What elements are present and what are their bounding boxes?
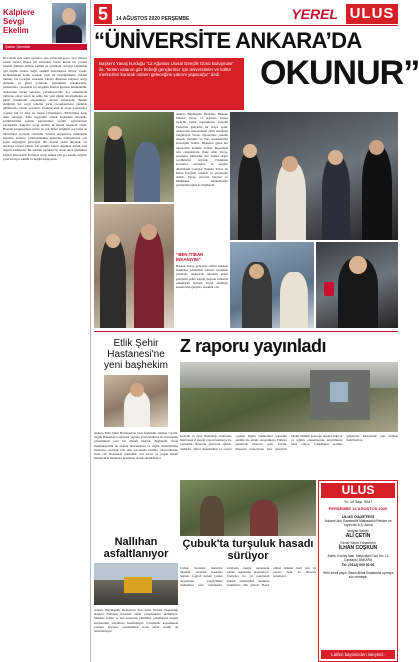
- section-rule: [94, 331, 398, 332]
- imprint-editor-label: Genel Yayın Yönetmeni: [340, 541, 376, 545]
- zreport-title: Z raporu yayınladı: [180, 336, 327, 356]
- pickle-headline-box: [180, 538, 316, 564]
- caption-title: “BEN İTİBAR İNSANIYIM”: [176, 252, 204, 262]
- lead-photo-4: [230, 242, 314, 328]
- road-title: [94, 536, 178, 560]
- zreport-photo: [180, 362, 398, 432]
- imprint-address: Adres: Kızılay Mah. Meşrutiyet Cad. No: 12 Çankaya / ANKARA: [327, 554, 389, 562]
- hospital-photo: [104, 375, 168, 427]
- road-photo: [94, 563, 178, 605]
- hospital-title: [94, 338, 178, 371]
- road-title-line: asfaltlanıyor: [103, 548, 169, 560]
- imprint-editor-name: İLHAN COŞKUN: [338, 545, 378, 551]
- headline-line-1: “ÜNİVERSİTE ANKARA’DA: [94, 28, 362, 53]
- zreport-headline-box: [180, 334, 398, 360]
- column-title-line: Kalplere: [3, 8, 35, 17]
- lead-photo-2: [230, 112, 398, 240]
- opinion-column: [2, 0, 88, 662]
- pickle-photo: [180, 480, 316, 536]
- issue-date: 14 AĞUSTOS 2020 PERŞEMBE: [116, 16, 190, 22]
- column-divider: [90, 0, 91, 662]
- lead-body: Ankara Büyükşehir Belediye Başkanı Mansur Yavaş, 12 Ağustos Ulusal Gençlik Günü kapsamında Gençlik Parkı'nda gençlerle bir araya geldi. Ankara'nın üniversiteler şehri olduğunu vurgulayan Yavaş, öğrencilere yönelik ulaşım, barınma ve burs desteklerinin süreceğini belirtti. Başkent'e gelen her öğrencinin kendini evinde hissetmesi için çalıştıklarını ifade eden Yavaş, gençlerin fikirlerine her zaman değer verdiklerini söyledi. Etkinlikte konserler, söyleşiler ve sergiler düzenlendi. Gençler Başkan Yavaş ile hatıra fotoğrafı çektirdi ve projelerini anlattı. Yavaş, ücretsiz internet ve kütüphane hizmetlerinin genişletileceğini de müjdeledi.: [176, 112, 228, 188]
- imprint-footer: Lütfen bayiinizden isteyiniz.: [321, 650, 395, 659]
- lead-spot: [94, 58, 244, 110]
- headline-line-2: OKUNUR”: [260, 54, 419, 92]
- imprint-issue: Yıl: 14 Sayı: 5047: [343, 500, 373, 504]
- imprint-logo: ULUS: [321, 483, 395, 498]
- road-text: Ankara Büyükşehir Belediyesi Fen İşleri Dairesi Başkanlığı ekipleri Nallıhan ilçesinde asfalt çalışmalarını sürdürüyor. Mahalle yolları ve ana arterlerde yürütülen çalışmalarla ulaşım konforunun artırılması hedefleniyor. Çalışmalar kapsamında yolların altyapısı yenilenirken sıcak asfalt serimi de tamamlanıyor.: [94, 608, 178, 634]
- lead-photo-3: [94, 204, 174, 328]
- page-number: 5: [94, 4, 112, 24]
- hospital-title-line: yeni başhekim: [104, 360, 168, 371]
- author-photo: [52, 3, 86, 43]
- pickle-title: Çubuk'ta turşuluk hasadı sürüyor: [182, 538, 314, 562]
- imprint-date: PERŞEMBE 14 AĞUSTOS 2020: [328, 506, 388, 511]
- column-title-line: Ekelim: [3, 26, 29, 35]
- imprint-owner-name-label: İmtiyaz Sahibi: [347, 529, 369, 533]
- pickle-text: Çubuk ilçesinde üreticiler turşuluk salatalık hasadına başladı. Coğrafi işaretli Çubuk turşusunun vazgeçilmez malzemesi olan salatalıklar, tarlalarda özenle toplanarak işleme tesislerine ulaştırılıyor. Üreticiler bu yıl rekoltenin yüksek olmasından memnun olduklarını dile getirdi. Hasat edilen ürünler hem yurt içi pazara hem de ihracata sunuluyor.: [180, 566, 316, 587]
- imprint-box: [318, 480, 398, 662]
- lead-photo-1: [94, 112, 174, 202]
- hospital-text: Ankara Etlik Şehir Hastanesi'ne yeni başhekim ataması yapıldı. Sağlık Bakanlığı tarafından yapılan görevlendirme ile hastanenin yönetiminde yeni bir dönem başladı. Başhekim, hasta memnuniyetini ön planda tutacaklarını ve sağlık hizmetlerinin kalitesini artırmak için tüm personelle birlikte çalışacaklarını ifade etti. Hastanede poliklinik, acil servis ve yoğun bakım ünitelerinde hizmetler kesintisiz olarak sürdürülüyor.: [94, 431, 178, 461]
- road-title-line: Nallıhan: [114, 536, 158, 548]
- zreport-text: Gençlik ve Spor Bakanlığı tarafından hazırlanan Z kuşağı raporu kamuoyu ile paylaşıldı. Raporda gençlerin eğitim, istihdam, dijital alışkanlıklar ve sosyal yaşama ilişkin beklentileri kapsamlı şekilde ele alındı. Araştırmaya Türkiye genelinde binlerce genç katıldı. Raporun sonuçlarına göre gençlerin büyük bölümü geleceğe umutla bakıyor ve eğitim olanaklarının artırılmasını talep ediyor. Çalışmanın politika geliştirme süreçlerine ışık tutması hedefleniyor.: [180, 434, 398, 451]
- masthead-rule: [94, 25, 398, 26]
- imprint-owner-sub: Ankara Ulus Gazetecilik Matbaacılık Reklam ve Yayıncılık A.Ş. Adına: [324, 519, 392, 527]
- section-title: YEREL: [291, 6, 338, 22]
- imprint-phone: Tel: (0312) 000 00 00: [341, 563, 375, 567]
- hospital-story: [94, 334, 178, 534]
- lead-spot-text: Başkent Yavaş kurduğu “12 Ağustos Ulusal Gençlik Günü Buluşması” ile, “Bütün vatanın göz bebeği gençlerimiz için üniversiteler ve kültür merkezleri kurarak onların geleceğine yatırım yapacağız” dedi.: [99, 61, 234, 78]
- imprint-note: Yerel süreli yayın. Basın Ahlak Esaslarına uymaya söz vermiştir.: [322, 571, 394, 579]
- column-text: Her sabah aynı saatte uyanırız, aynı yollardan geçer, aynı yüzlere selam veririz. Bazen bir tebessüm, bazen küçük bir yardım insanın günüyle birlikte kalbini de aydınlatır. Sevgiyi büyütmek için büyük sözlere değil, samimi davranışlara ihtiyaç vardır. Komşumuzun halini sormak, yaşlı bir büyüğümüzün elinden tutmak, bir çocuğun sorusunu sabırla dinlemek kalplere sevgi ekmenin en güzel yollarıdır. Şehrimizin sokaklarında, parklarında, çarşısında bu sevginin izlerini görmek mümkündür. Ankara'nın insanı vefalıdır, yardımseverdir. Zor zamanlarda birbirine omuz veren bu şehir, her yeni günde dayanışmanın en güzel örneklerini sergilemeye devam etmektedir. Bugün ektiğimiz her sevgi tohumu yarın çocuklarımızın yüzünde gülümseme olarak açacaktır. Unutmayalım ki sevgi paylaştıkça çoğalır; kin ve öfke ise insanı yalnızlaştırır. Birbirimize karşı daha anlayışlı, daha hoşgörülü olmak hepimizin elindedir. Gönüllerimizi açalım, kapılarımızı açalım, sofralarımızı paylaşalım. Kalplere sevgi ekelim ki hasadı bereketli olsun. Hayatın koşuşturması içinde en çok ihmal ettiğimiz şey belki de birbirimize ayıracak zamandır. Telefon ekranlarına bakmaktan başımızı kaldırıp yanımızdakinin gözlerine baktığımızda çok şeyin değiştiğini göreceğiz. Bir dostun sesini duymak, bir akrabayı ziyaret etmek, bir yetimin başını okşamak küçük ama değerli adımlardır. Bu adımlar toplumu bir arada tutan görünmez bağları güçlendirir. Kalplere sevgi ekmek için geç kalmış değiliz; yeter ki niyet edelim ve bugün başlayalım.: [3, 56, 87, 161]
- column-title-line: Sevgi: [3, 17, 25, 26]
- caption-text: Başkan Yavaş, gençlerle sohbet ederken kendisine yöneltilen soruları içtenlikle yanıtladı. Ankara'da öğrenim gören gençlerin şehre kattığı değerin farkında olduklarını belirten Yavaş, etkinliğe katılan tüm gençlere teşekkür etti.: [176, 264, 228, 290]
- column-title: [3, 8, 51, 35]
- column-author: Şahin Şentürk: [3, 44, 87, 50]
- masthead: [94, 4, 398, 26]
- brand-logo: ULUS: [346, 4, 398, 24]
- lead-caption-box: [176, 252, 228, 328]
- hospital-title-line: Etlik Şehir: [113, 338, 159, 349]
- hospital-title-line: Hastanesi'ne: [107, 349, 165, 360]
- road-story: [94, 536, 178, 662]
- imprint-owner-label: ULUS GAZETESİ: [341, 514, 374, 519]
- imprint-owner-name: ALİ ÇETİN: [345, 533, 371, 539]
- lead-photo-5: [316, 242, 398, 328]
